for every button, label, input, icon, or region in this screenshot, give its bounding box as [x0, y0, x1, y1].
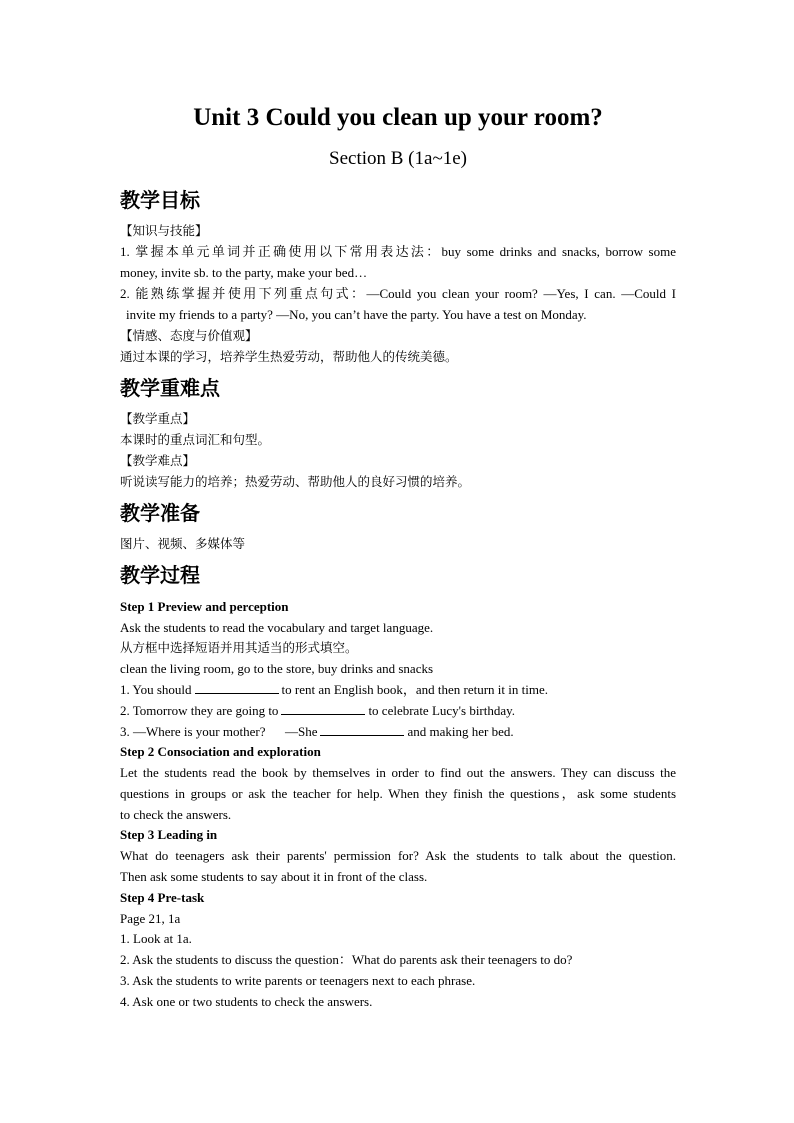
knowledge-item-1-line-2: money, invite sb. to the party, make your bed…	[120, 265, 368, 280]
answer-blank	[281, 702, 365, 715]
exercise-question-1	[120, 679, 676, 700]
step2-line-3: to check the answers.	[120, 807, 232, 822]
answer-blank	[320, 723, 404, 736]
knowledge-item-1-line-1: 1. 掌握本单元单词并正确使用以下常用表达法：buy some drinks and snacks, borrow some	[120, 244, 676, 259]
step3-line-2: Then ask some students to say about it in front of the class.	[120, 869, 428, 884]
objectives-heading: 教学目标	[120, 188, 200, 212]
step4-title: Step 4 Pre-task	[120, 890, 205, 905]
question-2-end: to celebrate Lucy's birthday.	[368, 703, 516, 718]
step3-line-1: What do teenagers ask their parents' permission for? Ask the students to talk about the question.	[120, 848, 676, 863]
focus-text: 本课时的重点词汇和句型。	[120, 432, 271, 447]
exercise-question-2	[120, 700, 676, 721]
step4-line-1: Page 21, 1a	[120, 911, 181, 926]
step1-line-3: clean the living room, go to the store, buy drinks and snacks	[120, 661, 434, 676]
question-2-start: 2. Tomorrow they are going to	[120, 703, 279, 718]
step4-line-5: 4. Ask one or two students to check the answers.	[120, 994, 373, 1009]
document-subtitle: Section B (1a~1e)	[329, 148, 467, 169]
exercise-question-3	[120, 721, 676, 742]
answer-blank	[195, 681, 279, 694]
step3-title: Step 3 Leading in	[120, 827, 218, 842]
step4-line-4: 3. Ask the students to write parents or teenagers next to each phrase.	[120, 973, 476, 988]
step1-line-1: Ask the students to read the vocabulary and target language.	[120, 620, 434, 635]
document-title: Unit 3 Could you clean up your room?	[193, 104, 603, 131]
knowledge-label: 【知识与技能】	[120, 223, 208, 238]
step2-line-1: Let the students read the book by themselves in order to find out the answers. They can discuss the	[120, 765, 676, 780]
emotion-label: 【情感、态度与价值观】	[120, 328, 258, 343]
preparation-heading: 教学准备	[120, 501, 200, 525]
question-1-start: 1. You should	[120, 682, 192, 697]
question-1-end: to rent an English book，and then return it in time.	[281, 682, 548, 697]
emotion-text: 通过本课的学习，培养学生热爱劳动，帮助他人的传统美德。	[120, 349, 458, 364]
question-3-start: 3. —Where is your mother? —She	[120, 724, 318, 739]
step1-line-2: 从方框中选择短语并用其适当的形式填空。	[120, 640, 358, 655]
focus-label: 【教学重点】	[120, 411, 196, 426]
key-points-heading: 教学重难点	[120, 376, 220, 400]
difficulty-text: 听说读写能力的培养；热爱劳动、帮助他人的良好习惯的培养。	[120, 474, 471, 489]
step2-line-2: questions in groups or ask the teacher for help. When they finish the questions，ask some students	[120, 786, 676, 801]
step4-line-2: 1. Look at 1a.	[120, 931, 192, 946]
step1-title: Step 1 Preview and perception	[120, 599, 289, 614]
step4-line-3: 2. Ask the students to discuss the question：What do parents ask their teenagers to do?	[120, 952, 573, 967]
knowledge-item-2-line-2: invite my friends to a party? —No, you can’t have the party. You have a test on Monday.	[126, 307, 587, 322]
step2-title: Step 2 Consociation and exploration	[120, 744, 321, 759]
knowledge-item-2-line-1: 2. 能熟练掌握并使用下列重点句式：—Could you clean your room? —Yes, I can. —Could I	[120, 286, 676, 301]
preparation-text: 图片、视频、多媒体等	[120, 536, 246, 551]
question-3-end: and making her bed.	[407, 724, 514, 739]
difficulty-label: 【教学难点】	[120, 453, 196, 468]
process-heading: 教学过程	[120, 563, 200, 587]
